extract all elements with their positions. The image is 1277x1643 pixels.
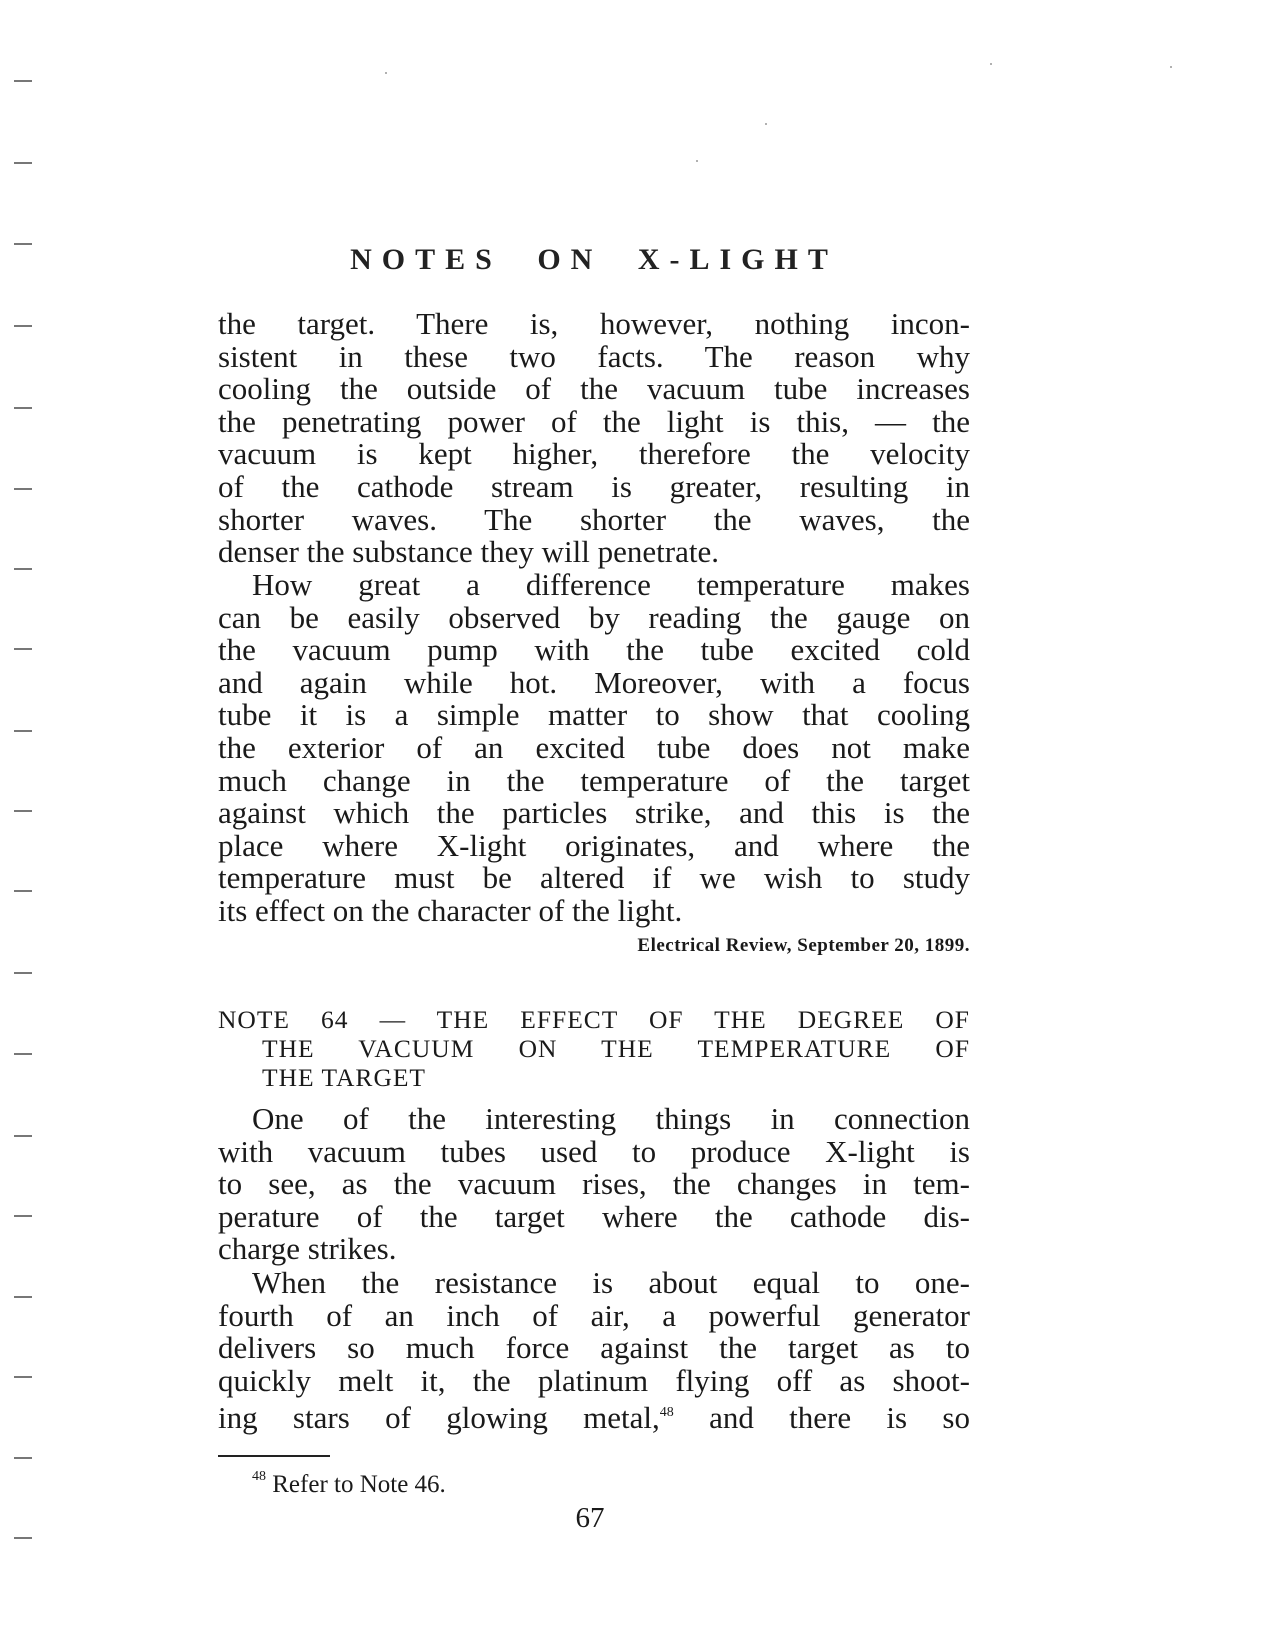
text-line: its effect on the character of the light. <box>218 892 683 928</box>
footnote-text: Refer to Note 46. <box>266 1471 446 1498</box>
margin-tick <box>14 407 32 409</box>
text-line: of the cathode stream is greater, resulting in <box>218 468 970 504</box>
margin-tick <box>14 1457 32 1459</box>
text-line: against which the particles strike, and this is the <box>218 795 970 831</box>
text-line: cooling the outside of the vacuum tube increases <box>218 371 970 407</box>
margin-tick <box>14 1376 32 1378</box>
text-line: the target. There is, however, nothing incon- <box>218 306 970 341</box>
text-line: and again while hot. Moreover, with a focus <box>218 664 970 700</box>
paragraph-3 <box>218 1103 970 1266</box>
text-line: quickly melt it, the platinum flying off as shoot- <box>218 1362 970 1398</box>
margin-tick <box>14 1053 32 1055</box>
margin-tick <box>14 810 32 812</box>
paragraph-1 <box>218 308 970 569</box>
footnote <box>252 1469 446 1499</box>
margin-tick <box>14 1537 32 1539</box>
margin-tick <box>14 80 32 82</box>
heading-line: THE VACUUM ON THE TEMPERATURE OF <box>262 1034 970 1063</box>
margin-tick <box>14 1296 32 1298</box>
heading-line: THE TARGET <box>262 1063 427 1092</box>
margin-tick <box>14 162 32 164</box>
text-line: temperature must be altered if we wish to study <box>218 860 970 896</box>
source-citation: Electrical Review, September 20, 1899. <box>637 935 970 956</box>
text-line: fourth of an inch of air, a powerful generator <box>218 1297 970 1333</box>
margin-tick <box>14 1135 32 1137</box>
heading-line: NOTE 64 — THE EFFECT OF THE DEGREE OF <box>218 1005 970 1034</box>
text-line-with-ref <box>218 1397 970 1435</box>
text-line: How great a difference temperature makes <box>252 567 970 602</box>
footnote-divider <box>218 1455 330 1457</box>
note-heading <box>218 1005 970 1092</box>
paragraph-4 <box>218 1267 970 1435</box>
text-line: delivers so much force against the target as to <box>218 1330 970 1366</box>
margin-tick <box>14 730 32 732</box>
margin-tick <box>14 568 32 570</box>
text-line: denser the substance they will penetrate. <box>218 534 719 570</box>
margin-tick <box>14 488 32 490</box>
text-line: can be easily observed by reading the gauge on <box>218 599 970 635</box>
scan-speck <box>1170 66 1172 68</box>
page-number: 67 <box>575 1502 605 1534</box>
text-line: When the resistance is about equal to one- <box>252 1265 970 1300</box>
text-line: much change in the temperature of the target <box>218 762 970 798</box>
margin-tick <box>14 1215 32 1217</box>
text-line: vacuum is kept higher, therefore the velocity <box>218 436 970 472</box>
paragraph-2 <box>218 569 970 928</box>
running-head: NOTES ON X-LIGHT <box>350 243 838 276</box>
text-line: shorter waves. The shorter the waves, the <box>218 501 970 537</box>
text-line: One of the interesting things in connection <box>252 1101 970 1136</box>
scan-speck <box>765 123 767 125</box>
text-line: the exterior of an excited tube does not make <box>218 729 970 765</box>
text-line: charge strikes. <box>218 1231 397 1267</box>
text-line: perature of the target where the cathode dis- <box>218 1198 970 1234</box>
footnote-ref[interactable]: 48 <box>659 1405 674 1421</box>
text-line: to see, as the vacuum rises, the changes in tem- <box>218 1166 970 1202</box>
margin-tick <box>14 325 32 327</box>
text-line: place where X-light originates, and where the <box>218 827 970 863</box>
margin-tick <box>14 890 32 892</box>
text-fragment: ing stars of glowing metal, <box>218 1400 660 1436</box>
scan-speck <box>385 72 387 74</box>
margin-tick <box>14 243 32 245</box>
text-line: tube it is a simple matter to show that cooling <box>218 697 970 733</box>
margin-tick <box>14 648 32 650</box>
text-line: sistent in these two facts. The reason why <box>218 338 970 374</box>
text-fragment: and there is so <box>673 1400 970 1436</box>
scan-speck <box>990 63 992 65</box>
text-line: the vacuum pump with the tube excited cold <box>218 632 970 668</box>
footnote-marker: 48 <box>252 1469 266 1484</box>
scan-speck <box>696 160 698 162</box>
text-line: with vacuum tubes used to produce X-light is <box>218 1133 970 1169</box>
margin-tick <box>14 972 32 974</box>
text-line: the penetrating power of the light is this, — the <box>218 403 970 439</box>
